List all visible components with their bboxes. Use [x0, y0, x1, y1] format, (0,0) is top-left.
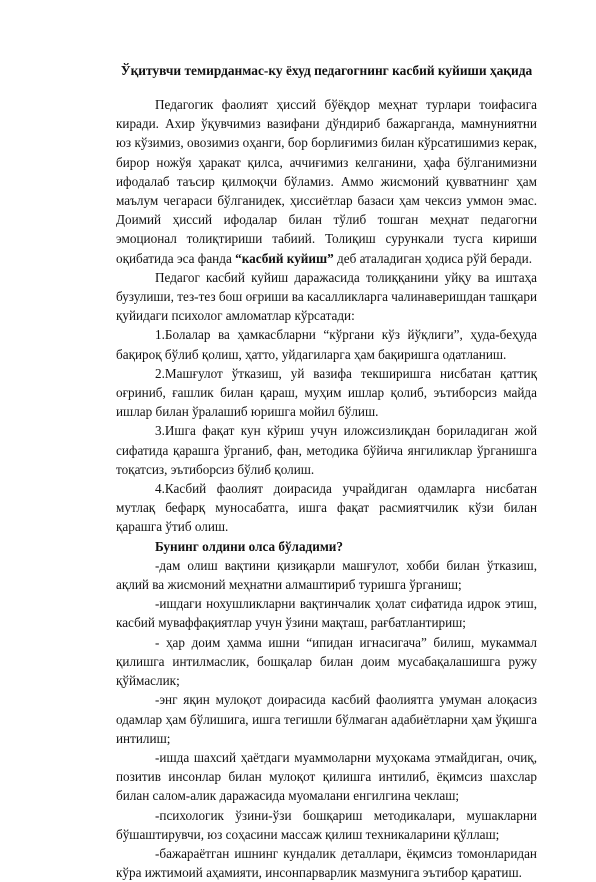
prevention-item: -энг яқин мулоқот доирасида касбий фаолиятга умуман алоқасиз одамлар ҳам бўлишига, ишга тегишли бўлмаган адабиётларни ҳам ўқишга интилиш;	[116, 692, 537, 746]
prevention-item: -ишда шахсий ҳаётдаги муаммоларни муҳокама этмайдиган, очиқ, позитив инсонлар билан мулоқот қилишга интилиб, ёқимсиз шахслар билан салом-алик даражасида муомалани енгилгина чеклаш;	[116, 749, 537, 804]
prevention-item: -дам олиш вақтини қизиқарли машғулот, хобби билан ўтказиш, ақлий ва жисмоний меҳнатни алмаштириб туришга ўрганиш;	[116, 557, 537, 593]
paragraph-text: деб аталадиган ҳодиса рўй беради.	[333, 250, 533, 266]
prevention-item: -ишдаги нохушликларни вақтинчалик ҳолат сифатида идрок этиш, касбий муваффақиятлар учун ўзини мақташ, рағбатлантириш;	[116, 596, 537, 631]
prevention-item: -бажараётган ишнинг кундалик деталлари, ёқимсиз томонларидан кўра ижтимоий аҳамияти, инсонпарварлик мазмунига эътибор қаратиш.	[116, 845, 537, 881]
symptom-item: 4.Касбий фаолият доирасида учрайдиган одамларга нисбатан мутлақ бефарқ муносабатга, ишга фақат расмиятчилик кўзи билан қарашга ўтиб олиш.	[116, 481, 537, 535]
paragraph-intro	[116, 95, 537, 268]
symptom-item: 2.Машғулот ўтказиш, уй вазифа текширишга нисбатан қаттиқ оғриниб, ғашлик билан қараш, муҳим ишлар қолиб, эътиборсиз майда ишлар билан ўралашиб юришга мойил бўлиш.	[116, 365, 537, 420]
paragraph-text: Педагогик фаолият ҳиссий бўёқдор меҳнат турлари тоифасига киради. Ахир ўқувчимиз вазифани дўндириб бажарганда, мамнуниятни юз кўзимиз, овозимиз оҳанги, бор борлиғимиз билан кўрсатишимиз керак, бирор ножўя ҳаракат қилса, аччиғимиз келганини, ҳафа бўлганимизни ифодалаб таъсир қилмоқчи бўламиз. Аммо жисмоний қувватнинг ҳам маълум чегараси бўлганидек, ҳиссиётлар базаси ҳам чексиз уммон эмас. Доимий ҳиссий ифодалар билан тўлиб тошган меҳнат педагогни эмоционал толиқтириши табиий. Толиқиш сурункали тусга кириши оқибатида эса фанда	[116, 97, 537, 266]
symptom-item: 1.Болалар ва ҳамкасбларни “кўргани кўз йўқлиги”, ҳуда-беҳуда бақироқ бўлиб қолиш, ҳатто, уйдагиларга ҳам бақиришга одатланиш.	[116, 327, 537, 362]
symptom-item: 3.Ишга фақат кун кўриш учун иложсизлиқдан бориладиган жой сифатида қарашга ўрганиб, фан, методика бўйича янгиликлар ўрганишга тоқатсиз, эътиборсиз бўлиб қолиш.	[116, 423, 537, 477]
paragraph-symptoms: Педагог касбий куйиш даражасида толиққанини уйқу ва иштаҳа бузулиши, тез-тез бош оғриши ва касалликларга чалинаверишдан ташқари қуйидаги психолог амломатлар кўрсатади:	[116, 269, 537, 324]
prevention-item: -психологик ўзини-ўзи бошқариш методикалари, мушакларни бўшаштирувчи, юз соҳасини массаж қилиш техникаларини қўллаш;	[116, 807, 537, 842]
section-subheading: Бунинг олдини олса бўладими?	[155, 538, 343, 554]
prevention-item: - ҳар доим ҳамма ишни “ипидан игнасигача” билиш, мукаммал қилишга интилмаслик, бошқалар билан доим мусабақалашишга ружу қўймаслик;	[116, 634, 537, 689]
document-title: Ўқитувчи темирданмас-ку ёхуд педагогнинг касбий куйиши ҳақида	[120, 63, 533, 78]
emphasized-term: “касбий куйиш”	[235, 250, 334, 266]
